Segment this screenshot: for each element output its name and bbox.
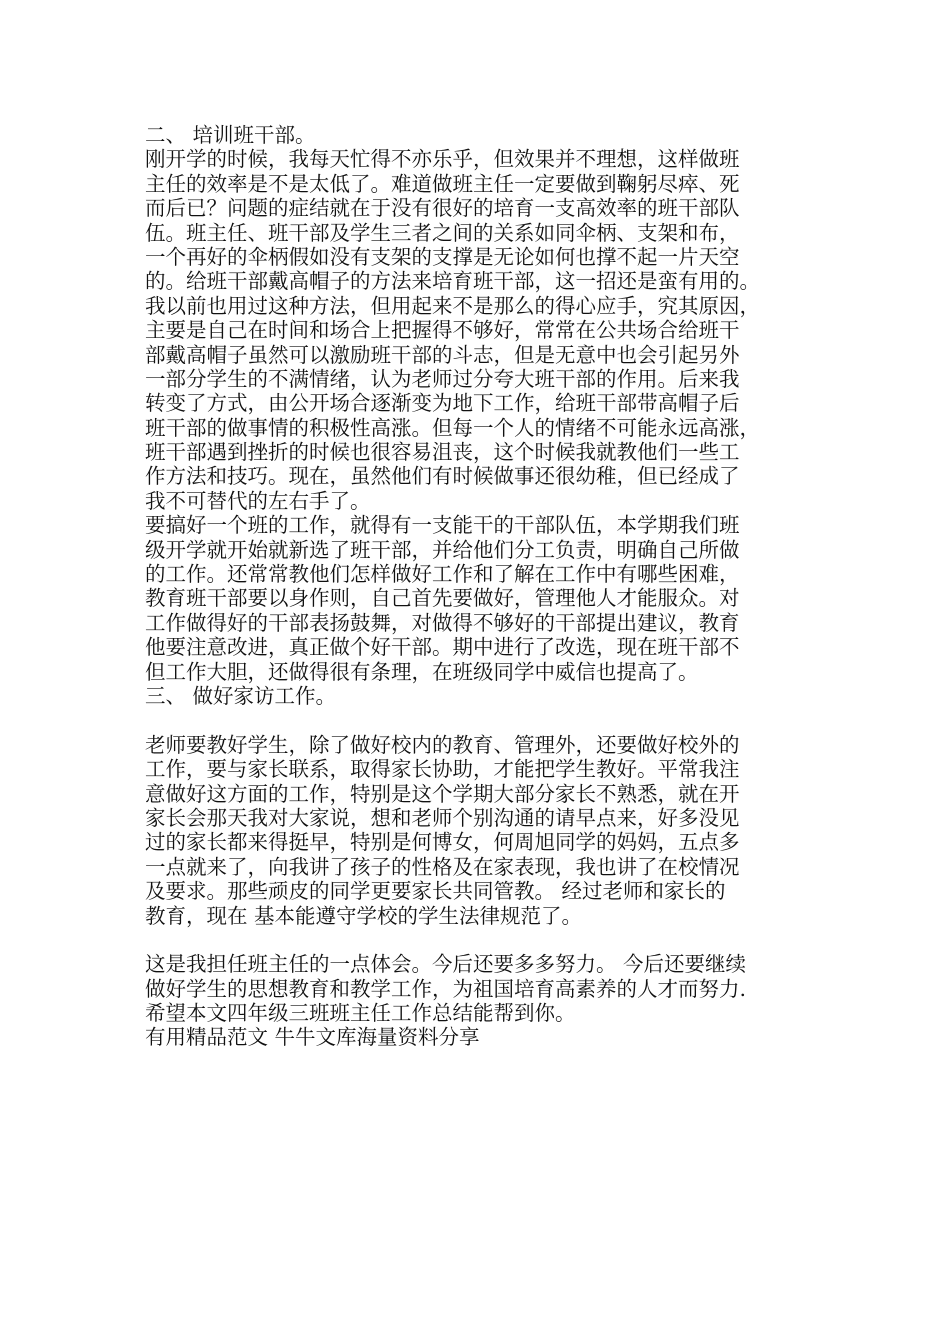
paragraph-line: 伍。班主任、班干部及学生三者之间的关系如同伞柄、支架和布， bbox=[145, 220, 740, 245]
paragraph-line: 工作，要与家长联系，取得家长协助，才能把学生教好。平常我注 bbox=[145, 757, 740, 782]
paragraph-conclusion bbox=[145, 952, 817, 1050]
paragraph-line: 班干部的做事情的积极性高涨。但每一个人的情绪不可能永远高涨， bbox=[145, 415, 760, 440]
paragraph-line: 部戴高帽子虽然可以激励班干部的斗志，但是无意中也会引起另外 bbox=[145, 342, 740, 367]
paragraph-line: 要搞好一个班的工作，就得有一支能干的干部队伍，本学期我们班 bbox=[145, 513, 740, 538]
footer-line: 有用精品范文 牛牛文库海量资料分享 bbox=[145, 1025, 480, 1050]
paragraph-line: 一部分学生的不满情绪，认为老师过分夸大班干部的作用。后来我 bbox=[145, 366, 740, 391]
paragraph-line: 做好学生的思想教育和教学工作，为祖国培育高素养的人才而努力. bbox=[145, 976, 747, 1001]
paragraph-home-visits bbox=[145, 733, 817, 928]
paragraph-line: 但工作大胆，还做得很有条理，在班级同学中威信也提高了。 bbox=[145, 659, 699, 684]
paragraph-line: 工作做得好的干部表扬鼓舞，对做得不够好的干部提出建议，教育 bbox=[145, 610, 740, 635]
paragraph-line: 级开学就开始就新选了班干部，并给他们分工负责，明确自己所做 bbox=[145, 537, 740, 562]
paragraph-line: 教育班干部要以身作则，自己首先要做好，管理他人才能服众。对 bbox=[145, 586, 740, 611]
paragraph-line: 班干部遇到挫折的时候也很容易沮丧，这个时候我就教他们一些工 bbox=[145, 440, 740, 465]
section-heading-2: 二、 培训班干部。 bbox=[145, 123, 316, 147]
document-body bbox=[145, 123, 817, 1050]
paragraph-cadre-team bbox=[145, 513, 817, 684]
paragraph-line: 老师要教好学生，除了做好校内的教育、管理外，还要做好校外的 bbox=[145, 732, 740, 757]
paragraph-line: 及要求。那些顽皮的同学更要家长共同管教。 经过老师和家长的 bbox=[145, 879, 726, 904]
paragraph-spacer bbox=[145, 708, 817, 732]
paragraph-line: 意做好这方面的工作，特别是这个学期大部分家长不熟悉，就在开 bbox=[145, 781, 740, 806]
paragraph-line: 教育，现在 基本能遵守学校的学生法律规范了。 bbox=[145, 903, 583, 928]
section-heading-3: 三、 做好家访工作。 bbox=[145, 683, 337, 708]
paragraph-line: 希望本文四年级三班班主任工作总结能帮到你。 bbox=[145, 1001, 576, 1026]
paragraph-line: 他要注意改进，真正做个好干部。期中进行了改选，现在班干部不 bbox=[145, 635, 740, 660]
paragraph-line: 的工作。还常常教他们怎样做好工作和了解在工作中有哪些困难， bbox=[145, 562, 740, 587]
paragraph-line: 过的家长都来得挺早，特别是何博女，何周旭同学的妈妈，五点多 bbox=[145, 830, 740, 855]
paragraph-line: 一个再好的伞柄假如没有支架的支撑是无论如何也撑不起一片天空 bbox=[145, 244, 740, 269]
paragraph-line: 主任的效率是不是太低了。难道做班主任一定要做到鞠躬尽瘁、死 bbox=[145, 171, 740, 196]
paragraph-spacer bbox=[145, 928, 817, 952]
paragraph-line: 的。给班干部戴高帽子的方法来培育班干部，这一招还是蛮有用的。 bbox=[145, 269, 760, 294]
paragraph-line: 主要是自己在时间和场合上把握得不够好，常常在公共场合给班干 bbox=[145, 318, 740, 343]
paragraph-line: 而后已？问题的症结就在于没有很好的培育一支高效率的班干部队 bbox=[145, 196, 740, 221]
paragraph-line: 刚开学的时候，我每天忙得不亦乐乎，但效果并不理想，这样做班 bbox=[145, 147, 740, 172]
paragraph-class-cadres bbox=[145, 147, 817, 513]
paragraph-line: 转变了方式，由公开场合逐渐变为地下工作，给班干部带高帽子后 bbox=[145, 391, 740, 416]
paragraph-line: 作方法和技巧。现在，虽然他们有时候做事还很幼稚，但已经成了 bbox=[145, 464, 740, 489]
paragraph-line: 家长会那天我对大家说，想和老师个别沟通的请早点来，好多没见 bbox=[145, 805, 740, 830]
paragraph-line: 我以前也用过这种方法，但用起来不是那么的得心应手，究其原因， bbox=[145, 293, 760, 318]
paragraph-line: 这是我担任班主任的一点体会。今后还要多多努力。 今后还要继续 bbox=[145, 952, 747, 977]
paragraph-line: 我不可替代的左右手了。 bbox=[145, 488, 371, 513]
paragraph-line: 一点就来了，向我讲了孩子的性格及在家表现，我也讲了在校情况 bbox=[145, 854, 740, 879]
